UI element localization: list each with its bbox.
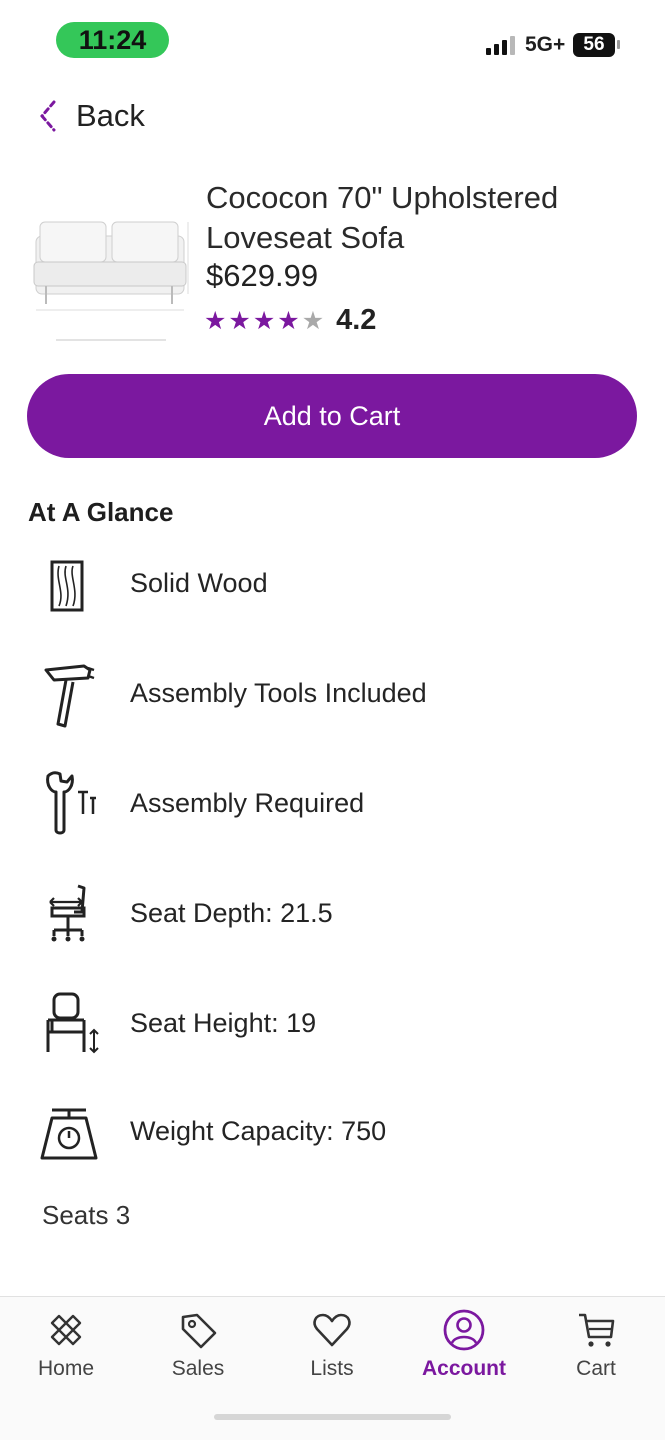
seats-info: Seats 3 bbox=[42, 1200, 131, 1230]
chevron-left-icon bbox=[36, 98, 60, 134]
product-title: Cococon 70" Upholstered Loveseat Sofa bbox=[206, 180, 559, 255]
feature-item bbox=[0, 878, 665, 958]
nav-account[interactable] bbox=[409, 1307, 519, 1385]
battery-nub bbox=[617, 40, 620, 49]
nav-cart[interactable] bbox=[541, 1307, 651, 1385]
office-chair-depth-icon bbox=[38, 878, 100, 950]
chair-height-icon bbox=[38, 986, 100, 1058]
weight-scale-icon bbox=[38, 1096, 100, 1168]
feature-item bbox=[0, 548, 665, 628]
battery-level: 56 bbox=[583, 34, 605, 55]
star-filled-icon: ★ bbox=[252, 306, 276, 335]
rating-stars bbox=[204, 306, 324, 336]
nav-home-label: Home bbox=[37, 1357, 95, 1380]
feature-item bbox=[0, 1096, 665, 1176]
battery-icon bbox=[573, 33, 615, 57]
hammer-icon bbox=[38, 658, 100, 730]
status-bar bbox=[0, 0, 665, 80]
star-filled-icon: ★ bbox=[204, 306, 227, 335]
star-filled-icon: ★ bbox=[228, 306, 251, 335]
feature-item bbox=[0, 986, 665, 1066]
nav-sales-label: Sales bbox=[171, 1357, 225, 1380]
feature-item bbox=[0, 766, 665, 846]
price-tag-icon bbox=[175, 1307, 221, 1353]
back-button[interactable] bbox=[36, 96, 145, 136]
home-indicator bbox=[214, 1414, 451, 1420]
nav-home[interactable] bbox=[11, 1307, 121, 1385]
nav-lists-label: Lists bbox=[310, 1357, 354, 1380]
status-time: 11:24 bbox=[56, 22, 169, 58]
rating-value: 4.2 bbox=[336, 304, 377, 336]
account-icon bbox=[441, 1307, 487, 1353]
heart-icon bbox=[309, 1307, 355, 1353]
feature-label: Weight Capacity: 750 bbox=[130, 1116, 387, 1146]
star-empty-icon: ★ bbox=[301, 306, 325, 335]
home-icon bbox=[43, 1307, 89, 1353]
feature-label: Seat Depth: 21.5 bbox=[130, 898, 333, 928]
feature-label: Assembly Tools Included bbox=[130, 678, 427, 708]
cellular-signal-icon bbox=[486, 35, 515, 55]
feature-label: Seat Height: 19 bbox=[130, 1008, 317, 1038]
wood-grain-icon bbox=[38, 548, 100, 620]
add-to-cart-button[interactable]: Add to Cart bbox=[27, 374, 637, 458]
cart-icon bbox=[573, 1307, 619, 1353]
nav-sales[interactable] bbox=[143, 1307, 253, 1385]
nav-account-label: Account bbox=[422, 1357, 506, 1380]
at-a-glance-heading: At A Glance bbox=[28, 497, 174, 527]
product-image[interactable] bbox=[26, 206, 192, 346]
product-rating[interactable] bbox=[204, 304, 376, 337]
back-label: Back bbox=[76, 98, 145, 133]
network-type: 5G+ bbox=[525, 33, 566, 56]
star-filled-icon: ★ bbox=[277, 306, 300, 335]
nav-cart-label: Cart bbox=[576, 1357, 616, 1380]
nav-lists[interactable] bbox=[277, 1307, 387, 1385]
feature-item bbox=[0, 658, 665, 738]
feature-label: Assembly Required bbox=[130, 788, 365, 818]
product-price: $629.99 bbox=[206, 258, 319, 293]
feature-label: Solid Wood bbox=[130, 568, 268, 598]
wrench-screw-icon bbox=[38, 766, 100, 838]
